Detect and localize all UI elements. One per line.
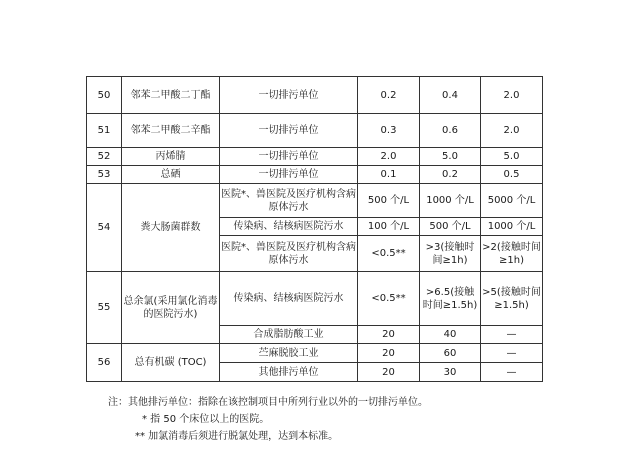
note-asterisk: * 指 50 个床位以上的医院。 (142, 414, 270, 425)
limit-grade-1: 20 (358, 344, 420, 363)
table-row (87, 114, 543, 148)
row-number: 50 (87, 77, 122, 114)
row-number: 56 (87, 344, 122, 382)
limit-grade-3: 1000 个/L (481, 218, 543, 236)
limit-grade-3: >5(接触时间≥1.5h) (481, 272, 543, 326)
limit-grade-2: 0.6 (420, 114, 481, 148)
scope-cell: 苎麻脱胶工业 (220, 344, 358, 363)
limit-grade-1: <0.5** (358, 272, 420, 326)
row-number: 55 (87, 272, 122, 344)
item-name: 丙烯腈 (122, 148, 220, 166)
table-row (87, 272, 543, 326)
limit-grade-2: >3(接触时间≥1h) (420, 236, 481, 272)
table-row (87, 184, 543, 218)
row-number: 52 (87, 148, 122, 166)
limit-grade-2: >6.5(接触时间≥1.5h) (420, 272, 481, 326)
scope-cell: 一切排污单位 (220, 77, 358, 114)
limit-grade-2: 1000 个/L (420, 184, 481, 218)
limit-grade-2: 30 (420, 363, 481, 382)
scope-cell: 一切排污单位 (220, 166, 358, 184)
limit-grade-2: 40 (420, 326, 481, 344)
scope-cell: 传染病、结核病医院污水 (220, 272, 358, 326)
scope-cell: 传染病、结核病医院污水 (220, 218, 358, 236)
limit-grade-2: 60 (420, 344, 481, 363)
limit-grade-3: 0.5 (481, 166, 543, 184)
limit-grade-3: 2.0 (481, 114, 543, 148)
row-number: 51 (87, 114, 122, 148)
limit-grade-3: — (481, 363, 543, 382)
item-name: 粪大肠菌群数 (122, 184, 220, 272)
limit-grade-3: >2(接触时间≥1h) (481, 236, 543, 272)
row-number: 54 (87, 184, 122, 272)
item-name: 邻苯二甲酸二丁酯 (122, 77, 220, 114)
scope-cell: 其他排污单位 (220, 363, 358, 382)
table-row (87, 77, 543, 114)
table-row (87, 148, 543, 166)
limit-grade-3: — (481, 326, 543, 344)
limit-grade-2: 0.4 (420, 77, 481, 114)
table-row (87, 166, 543, 184)
limit-grade-1: 0.3 (358, 114, 420, 148)
limit-grade-1: 20 (358, 326, 420, 344)
limit-grade-3: 5.0 (481, 148, 543, 166)
limit-grade-1: 100 个/L (358, 218, 420, 236)
limit-grade-3: — (481, 344, 543, 363)
limit-grade-2: 5.0 (420, 148, 481, 166)
limit-grade-1: <0.5** (358, 236, 420, 272)
limit-grade-1: 2.0 (358, 148, 420, 166)
scope-cell: 医院*、兽医院及医疗机构含病原体污水 (220, 184, 358, 218)
item-name: 总有机碳 (TOC) (122, 344, 220, 382)
limit-grade-3: 5000 个/L (481, 184, 543, 218)
limit-grade-1: 0.2 (358, 77, 420, 114)
limit-grade-3: 2.0 (481, 77, 543, 114)
scope-cell: 合成脂肪酸工业 (220, 326, 358, 344)
scope-cell: 医院*、兽医院及医疗机构含病原体污水 (220, 236, 358, 272)
note-general: 注：其他排污单位：指除在该控制项目中所列行业以外的一切排污单位。 (108, 397, 428, 408)
limit-grade-1: 0.1 (358, 166, 420, 184)
limit-grade-1: 20 (358, 363, 420, 382)
scope-cell: 一切排污单位 (220, 148, 358, 166)
item-name: 总余氯(采用氯化消毒的医院污水) (122, 272, 220, 344)
row-number: 53 (87, 166, 122, 184)
limit-grade-2: 0.2 (420, 166, 481, 184)
table-notes (108, 394, 428, 445)
limit-grade-2: 500 个/L (420, 218, 481, 236)
pollutant-limits-table (86, 76, 543, 382)
table-row (87, 344, 543, 363)
item-name: 邻苯二甲酸二辛酯 (122, 114, 220, 148)
note-double-asterisk: ** 加氯消毒后须进行脱氯处理，达到本标准。 (135, 431, 339, 442)
limit-grade-1: 500 个/L (358, 184, 420, 218)
scope-cell: 一切排污单位 (220, 114, 358, 148)
item-name: 总硒 (122, 166, 220, 184)
